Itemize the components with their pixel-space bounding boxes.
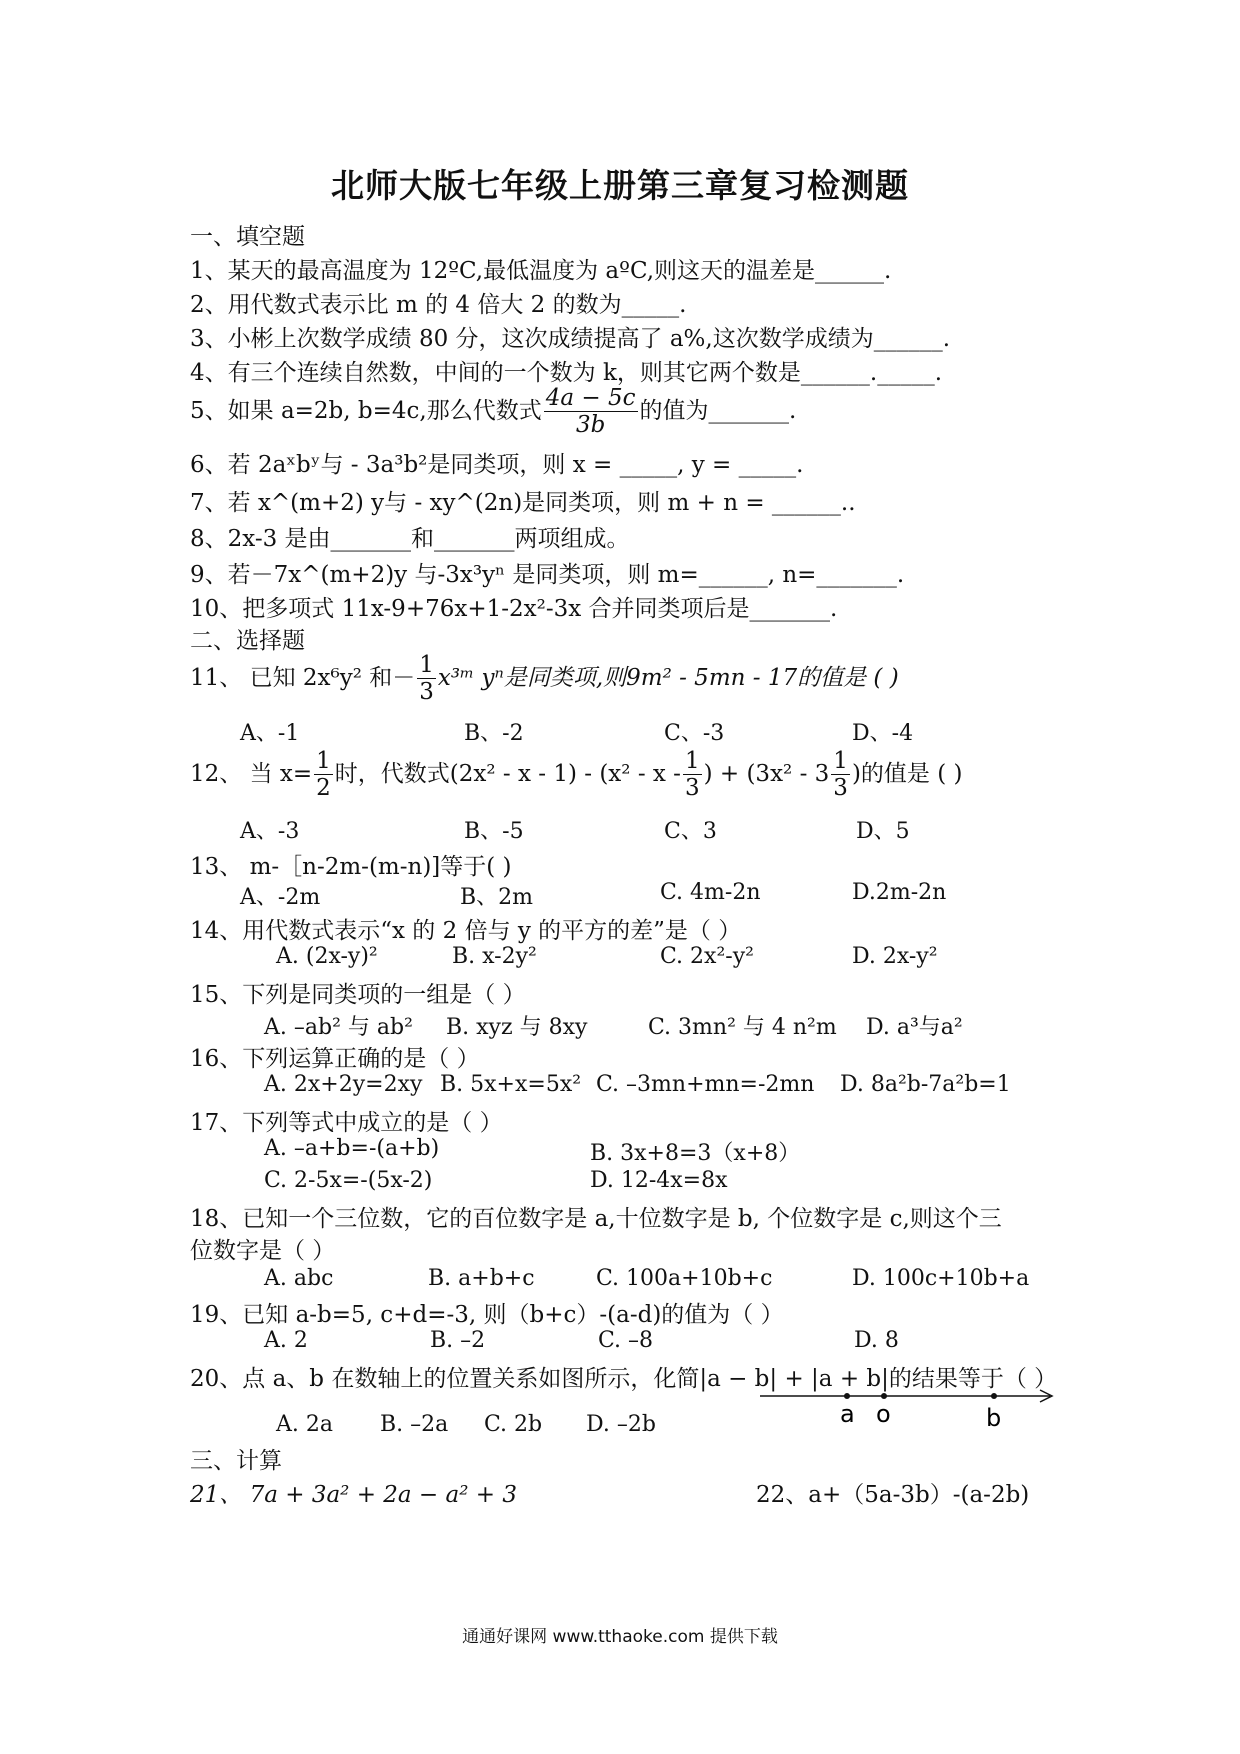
fraction-denominator: 3	[833, 775, 848, 802]
option-b: B、-5	[464, 819, 524, 844]
question-12-fraction-2	[683, 748, 702, 802]
point-a	[844, 1393, 850, 1399]
fraction-numerator: 1	[833, 748, 848, 774]
option-c: C. 100a+10b+c	[596, 1266, 773, 1291]
option-d: D. 8a²b-7a²b=1	[840, 1072, 1011, 1097]
option-c: C. –8	[598, 1328, 654, 1353]
fraction-denominator: 3	[684, 775, 700, 802]
section-choice-heading: 二、选择题	[190, 628, 305, 654]
question-16: 16、下列运算正确的是（ ）	[190, 1046, 480, 1072]
question-19: 19、已知 a-b=5, c+d=-3, 则（b+c）-(a-d)的值为（ ）	[190, 1302, 784, 1328]
fraction-numerator: 1	[684, 748, 700, 774]
option-c: C. 4m-2n	[660, 880, 761, 905]
fraction-numerator: 1	[316, 748, 331, 774]
question-11	[190, 652, 899, 706]
section-fill-heading: 一、填空题	[190, 224, 305, 250]
option-c: C. –3mn+mn=-2mn	[596, 1072, 815, 1097]
option-a: A、-1	[240, 721, 300, 746]
option-c: C、3	[664, 819, 717, 844]
option-a: A. abc	[264, 1266, 334, 1291]
option-a: A. –ab² 与 ab²	[264, 1015, 413, 1040]
question-8: 8、2x-3 是由_______和_______两项组成。	[190, 526, 630, 552]
question-13: 13、 m-［n-2m-(m-n)]等于( )	[190, 854, 512, 880]
question-4: 4、有三个连续自然数，中间的一个数为 k，则其它两个数是______._____.	[190, 360, 943, 386]
option-d: D. 8	[854, 1328, 899, 1353]
number-line-figure	[758, 1386, 1058, 1434]
question-11-fraction	[417, 652, 436, 706]
question-5-suffix: 的值为_______.	[639, 397, 797, 424]
option-b: B. xyz 与 8xy	[446, 1015, 588, 1040]
option-b: B. x-2y²	[452, 944, 537, 969]
question-5-prefix: 5、如果 a=2b, b=4c,那么代数式	[190, 397, 542, 424]
question-12	[190, 748, 962, 802]
fraction-denominator: 3	[419, 679, 434, 706]
option-a: A、-2m	[240, 885, 321, 910]
option-d: D. a³与a²	[866, 1015, 963, 1040]
option-b: B. –2	[430, 1328, 486, 1353]
question-18-line-2: 位数字是（ ）	[190, 1238, 336, 1264]
option-b: B、-2	[464, 721, 524, 746]
option-d: D. 12-4x=8x	[590, 1168, 728, 1193]
option-d: D. 100c+10b+a	[852, 1266, 1030, 1291]
option-b: B. a+b+c	[428, 1266, 535, 1291]
option-b: B、2m	[460, 885, 534, 910]
question-12-pre: 12、 当 x=	[190, 760, 313, 787]
option-b: B. –2a	[380, 1412, 449, 1437]
question-12-mid-2: ) + (3x² - 3	[703, 760, 830, 787]
question-15: 15、下列是同类项的一组是（ ）	[190, 982, 526, 1008]
point-o	[881, 1393, 887, 1399]
question-11-text: 11、 已知 2x⁶y² 和－	[190, 664, 416, 691]
question-6: 6、若 2aˣbʸ与 - 3a³b²是同类项，则 x = _____, y = _____.	[190, 452, 804, 478]
question-22: 22、a+（5a-3b）-(a-2b)	[756, 1482, 1030, 1508]
question-18-line-1: 18、已知一个三位数，它的百位数字是 a,十位数字是 b, 个位数字是 c,则这个三	[190, 1206, 1002, 1232]
question-1: 1、某天的最高温度为 12ºC,最低温度为 aºC,则这天的温差是______.	[190, 258, 892, 284]
option-a: A. 2	[264, 1328, 308, 1353]
option-a: A. –a+b=-(a+b)	[264, 1136, 440, 1161]
page-title: 北师大版七年级上册第三章复习检测题	[331, 166, 909, 205]
option-d: D. 2x-y²	[852, 944, 938, 969]
fraction-numerator: 4a − 5c	[545, 385, 636, 411]
option-d: D.2m-2n	[852, 880, 947, 905]
axis-label-a: a	[840, 1400, 855, 1428]
question-17: 17、下列等式中成立的是（ ）	[190, 1110, 503, 1136]
question-7: 7、若 x^(m+2) y与 - xy^(2n)是同类项，则 m + n = ______..	[190, 490, 856, 516]
axis-label-o: o	[876, 1400, 891, 1428]
fraction-numerator: 1	[419, 652, 434, 678]
option-d: D、5	[856, 819, 910, 844]
question-5-fraction	[544, 385, 638, 439]
option-c: C. 3mn² 与 4 n²m	[648, 1015, 837, 1040]
question-9: 9、若－7x^(m+2)y 与-3x³yⁿ 是同类项，则 m=______, n=_______.	[190, 562, 905, 588]
option-a: A. (2x-y)²	[276, 944, 378, 969]
question-12-post: )的值是 ( )	[851, 760, 963, 787]
question-12-fraction-1	[314, 748, 333, 802]
option-a: A. 2a	[276, 1412, 333, 1437]
question-12-fraction-3	[831, 748, 850, 802]
option-c: C、-3	[664, 721, 725, 746]
axis-label-b: b	[986, 1404, 1002, 1432]
option-c: C. 2-5x=-(5x-2)	[264, 1168, 433, 1193]
option-d: D、-4	[852, 721, 914, 746]
question-2: 2、用代数式表示比 m 的 4 倍大 2 的数为_____.	[190, 292, 687, 318]
fraction-denominator: 2	[316, 775, 331, 802]
section-calc-heading: 三、计算	[190, 1448, 282, 1474]
option-b: B. 3x+8=3（x+8）	[590, 1141, 801, 1166]
question-20: 20、点 a、b 在数轴上的位置关系如图所示，化简|a − b| + |a + b|的结果等于（ ）	[190, 1366, 1058, 1392]
fraction-denominator: 3b	[575, 412, 606, 439]
question-11-rest: x³ᵐ yⁿ是同类项,则9m² - 5mn - 17的值是 ( )	[437, 664, 899, 691]
option-a: A、-3	[240, 819, 300, 844]
option-c: C. 2b	[484, 1412, 543, 1437]
option-b: B. 5x+x=5x²	[440, 1072, 582, 1097]
option-d: D. –2b	[586, 1412, 656, 1437]
question-5	[190, 385, 796, 439]
option-a: A. 2x+2y=2xy	[264, 1072, 423, 1097]
question-14: 14、用代数式表示“x 的 2 倍与 y 的平方的差”是（ ）	[190, 918, 742, 944]
question-12-mid-1: 时，代数式(2x² - x - 1) - (x² - x -	[334, 760, 681, 787]
footer-text: 通通好课网 www.tthaoke.com 提供下载	[462, 1627, 778, 1647]
point-b	[991, 1393, 997, 1399]
question-21: 21、 7a + 3a² + 2a − a² + 3	[190, 1482, 517, 1508]
question-3: 3、小彬上次数学成绩 80 分，这次成绩提高了 a%,这次数学成绩为______.	[190, 326, 951, 352]
option-c: C. 2x²-y²	[660, 944, 754, 969]
question-10: 10、把多项式 11x-9+76x+1-2x²-3x 合并同类项后是_______.	[190, 596, 838, 622]
